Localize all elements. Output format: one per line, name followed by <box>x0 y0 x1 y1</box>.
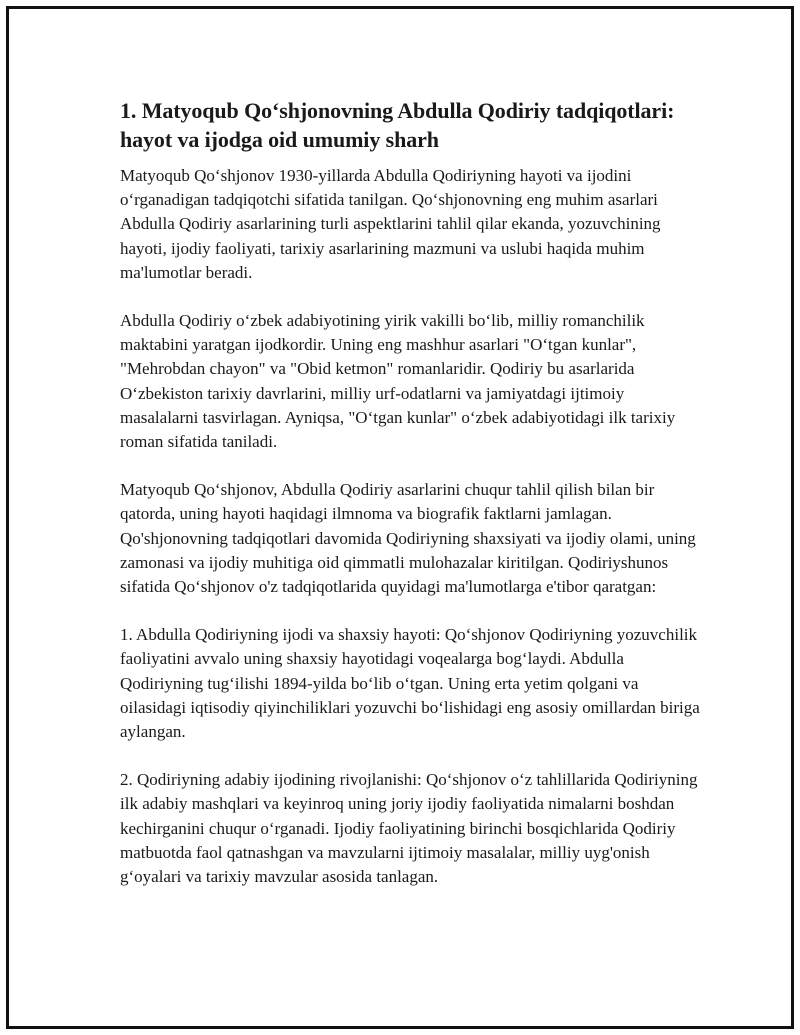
paragraph-point-2: 2. Qodiriyning adabiy ijodining rivojlanishi: Qo‘shjonov o‘z tahlillarida Qodiriyning ilk adabiy mashqlari va keyinroq uning joriy ijodiy faoliyatida nimalarni boshdan kechirganini chuqur o‘rganadi. Ijodiy faoliyatining birinchi bosqichlarida Qodiriy matbuotda faol qatnashgan va mavzularni ijtimoiy masalalar, milliy uyg'onish g‘oyalari va tarixiy mavzular asosida tanlagan. <box>120 770 698 887</box>
paragraph-point-1: 1. Abdulla Qodiriyning ijodi va shaxsiy hayoti: Qo‘shjonov Qodiriyning yozuvchilik faoliyatini avvalo uning shaxsiy hayotidagi voqealarga bog‘laydi. Abdulla Qodiriyning tug‘ilishi 1894-yilda bo‘lib o‘tgan. Uning erta yetim qolgani va oilasidagi iqtisodiy qiyinchiliklari yozuvchi bo‘lishidagi eng asosiy omillardan biriga aylangan. <box>120 625 700 742</box>
page-frame <box>6 6 794 1029</box>
paragraph-qoshjonov-research: Matyoqub Qo‘shjonov, Abdulla Qodiriy asarlarini chuqur tahlil qilish bilan bir qatorda, uning hayoti haqidagi ilmnoma va biografik faktlarni jamlagan. Qo'shjonovning tadqiqotlari davomida Qodiriyning shaxsiyati va ijodiy olami, uning zamonasi va ijodiy muhitiga oid qimmatli mulohazalar kiritilgan. Qodiriyshunos sifatida Qo‘shjonov o'z tadqiqotlarida quyidagi ma'lumotlarga e'tibor qaratgan: <box>120 480 696 597</box>
paragraph-qodiriy-overview: Abdulla Qodiriy o‘zbek adabiyotining yirik vakilli bo‘lib, milliy romanchilik maktabini yaratgan ijodkordir. Uning eng mashhur asarlari "O‘tgan kunlar", "Mehrobdan chayon" va "Obid ketmon" romanlaridir. Qodiriy bu asarlarida O‘zbekiston tarixiy davrlarini, milliy urf-odatlarni va jamiyatdagi ijtimoiy masalalarni tasvirlagan. Ayniqsa, "O‘tgan kunlar" o‘zbek adabiyotidagi ilk tarixiy roman sifatida taniladi. <box>120 311 676 452</box>
paragraph-intro: Matyoqub Qo‘shjonov 1930-yillarda Abdulla Qodiriyning hayoti va ijodini o‘rganadigan tadqiqotchi sifatida tanilgan. Qo‘shjonovning eng muhim asarlari Abdulla Qodiriy asarlarining turli aspektlarini tahlil qilar ekanda, yozuvchining hayoti, ijodiy faoliyati, tarixiy asarlarining mazmuni va uslubi haqida muhim ma'lumotlar beradi. <box>120 166 661 282</box>
document-heading: 1. Matyoqub Qo‘shjonovning Abdulla Qodiriy tadqiqotlari: hayot va ijodga oid umumiy sharh <box>120 98 675 152</box>
document-body <box>120 96 700 913</box>
